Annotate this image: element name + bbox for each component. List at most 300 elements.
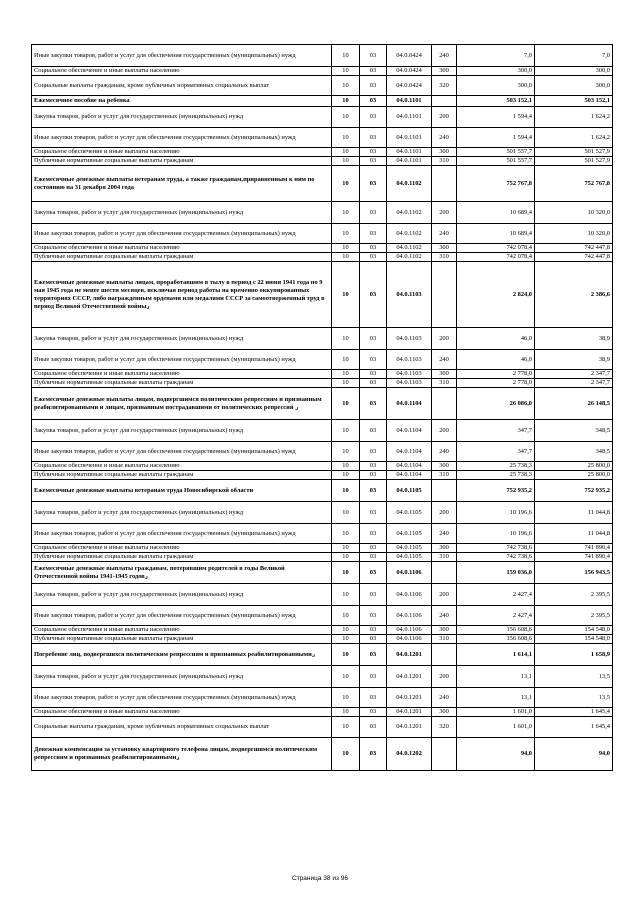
row-name: Социальное обеспечение и иные выплаты населению xyxy=(32,544,332,553)
row-sum-2019: 10 689,4 xyxy=(457,224,535,244)
table-row xyxy=(32,157,613,166)
row-razdel: 10 xyxy=(332,370,360,379)
row-vr: 310 xyxy=(432,553,457,562)
row-sum-2019: 25 738,3 xyxy=(457,462,535,471)
row-sum-2020: 13,5 xyxy=(535,688,613,708)
row-name: Социальное обеспечение и иные выплаты населению xyxy=(32,148,332,157)
row-name: Иные закупки товаров, работ и услуг для обеспечения государственных (муниципальных) нужд xyxy=(32,606,332,626)
row-sum-2019: 1 594,4 xyxy=(457,128,535,148)
row-vr: 200 xyxy=(432,107,457,128)
table-row xyxy=(32,442,613,462)
row-name: Денежная компенсация за установку квартирного телефона лицам, подвергшимся политическим репрессиям и признанных реабилитированными⌟ xyxy=(32,738,332,771)
row-vr: 200 xyxy=(432,502,457,524)
row-name: Публичные нормативные социальные выплаты гражданам xyxy=(32,471,332,480)
row-sum-2019: 300,0 xyxy=(457,76,535,96)
row-vr xyxy=(432,166,457,202)
row-razdel: 10 xyxy=(332,708,360,717)
row-name: Ежемесячные денежные выплаты ветеранам труда, а также гражданам,приравненным к ним по состоянию на 31 декабря 2004 года xyxy=(32,166,332,202)
table-row xyxy=(32,626,613,635)
row-sum-2020: 2 395,5 xyxy=(535,606,613,626)
row-sum-2019: 1 614,1 xyxy=(457,644,535,666)
row-name: Ежемесячные денежные выплаты гражданам, потерявшим родителей в годы Великой Отечественной войны 1941-1945 годов⌟ xyxy=(32,562,332,584)
row-sum-2020: 2 347,7 xyxy=(535,379,613,388)
row-podrazdel: 03 xyxy=(360,553,387,562)
row-csr: 04.0.1104 xyxy=(387,388,432,420)
row-sum-2020: 752 767,8 xyxy=(535,166,613,202)
row-csr: 04.0.1201 xyxy=(387,644,432,666)
row-csr: 04.0.1102 xyxy=(387,202,432,224)
row-razdel: 10 xyxy=(332,202,360,224)
row-sum-2020: 10 320,0 xyxy=(535,202,613,224)
table-row xyxy=(32,244,613,253)
row-razdel: 10 xyxy=(332,67,360,76)
table-row-section xyxy=(32,738,613,771)
row-csr: 04.0.1104 xyxy=(387,462,432,471)
row-podrazdel: 03 xyxy=(360,635,387,644)
row-sum-2019: 742 078,4 xyxy=(457,244,535,253)
row-razdel: 10 xyxy=(332,462,360,471)
table-row xyxy=(32,67,613,76)
row-csr: 04.0.1106 xyxy=(387,562,432,584)
row-sum-2019: 10 196,6 xyxy=(457,502,535,524)
table-row xyxy=(32,350,613,370)
row-razdel: 10 xyxy=(332,606,360,626)
row-podrazdel: 03 xyxy=(360,480,387,502)
row-sum-2019: 13,1 xyxy=(457,666,535,688)
row-csr: 04.0.1201 xyxy=(387,708,432,717)
row-name: Погребение лиц, подвергшихся политическим репрессиям и признанных реабилитированными⌟ xyxy=(32,644,332,666)
row-sum-2019: 2 824,0 xyxy=(457,262,535,328)
row-podrazdel: 03 xyxy=(360,626,387,635)
row-csr: 04.0.1102 xyxy=(387,224,432,244)
row-podrazdel: 03 xyxy=(360,224,387,244)
row-sum-2019: 46,0 xyxy=(457,328,535,350)
row-sum-2020: 154 548,0 xyxy=(535,635,613,644)
row-sum-2020: 741 890,4 xyxy=(535,553,613,562)
table-row xyxy=(32,76,613,96)
row-podrazdel: 03 xyxy=(360,157,387,166)
table-row-section xyxy=(32,562,613,584)
table-row xyxy=(32,666,613,688)
row-podrazdel: 03 xyxy=(360,717,387,738)
row-csr: 04.0.1105 xyxy=(387,553,432,562)
row-name: Закупка товаров, работ и услуг для государственных (муниципальных) нужд xyxy=(32,107,332,128)
row-razdel: 10 xyxy=(332,717,360,738)
row-name: Социальное обеспечение и иные выплаты населению xyxy=(32,67,332,76)
row-razdel: 10 xyxy=(332,76,360,96)
row-vr: 310 xyxy=(432,635,457,644)
row-csr: 04.0.1102 xyxy=(387,253,432,262)
row-vr: 300 xyxy=(432,148,457,157)
row-name: Иные закупки товаров, работ и услуг для обеспечения государственных (муниципальных) нужд xyxy=(32,224,332,244)
row-sum-2020: 10 320,0 xyxy=(535,224,613,244)
row-sum-2019: 156 608,6 xyxy=(457,626,535,635)
table-row xyxy=(32,370,613,379)
row-vr: 300 xyxy=(432,462,457,471)
row-sum-2020: 25 800,0 xyxy=(535,471,613,480)
row-name: Социальные выплаты гражданам, кроме публичных нормативных социальных выплат xyxy=(32,717,332,738)
row-sum-2019: 2 427,4 xyxy=(457,584,535,606)
row-razdel: 10 xyxy=(332,262,360,328)
row-sum-2019: 2 778,0 xyxy=(457,379,535,388)
row-sum-2019: 10 689,4 xyxy=(457,202,535,224)
row-sum-2020: 742 447,8 xyxy=(535,253,613,262)
row-name: Иные закупки товаров, работ и услуг для обеспечения государственных (муниципальных) нужд xyxy=(32,688,332,708)
row-vr xyxy=(432,388,457,420)
row-sum-2020: 742 447,8 xyxy=(535,244,613,253)
row-sum-2019: 742 738,6 xyxy=(457,544,535,553)
row-csr: 04.0.1103 xyxy=(387,328,432,350)
table-row xyxy=(32,128,613,148)
row-csr: 04.0.1104 xyxy=(387,420,432,442)
table-row-section xyxy=(32,166,613,202)
row-sum-2020: 13,5 xyxy=(535,666,613,688)
row-csr: 04.0.0424 xyxy=(387,76,432,96)
row-csr: 04.0.1105 xyxy=(387,524,432,544)
row-sum-2020: 348,5 xyxy=(535,420,613,442)
row-podrazdel: 03 xyxy=(360,96,387,107)
row-podrazdel: 03 xyxy=(360,471,387,480)
row-podrazdel: 03 xyxy=(360,666,387,688)
row-razdel: 10 xyxy=(332,635,360,644)
row-csr: 04.0.1105 xyxy=(387,480,432,502)
row-razdel: 10 xyxy=(332,502,360,524)
row-csr: 04.0.1105 xyxy=(387,502,432,524)
row-sum-2020: 38,9 xyxy=(535,350,613,370)
row-sum-2020: 348,5 xyxy=(535,442,613,462)
row-razdel: 10 xyxy=(332,524,360,544)
row-sum-2019: 46,0 xyxy=(457,350,535,370)
row-sum-2020: 154 548,0 xyxy=(535,626,613,635)
row-vr: 200 xyxy=(432,666,457,688)
row-razdel: 10 xyxy=(332,224,360,244)
row-sum-2020: 25 800,0 xyxy=(535,462,613,471)
table-row xyxy=(32,420,613,442)
row-name: Социальное обеспечение и иные выплаты населению xyxy=(32,370,332,379)
row-name: Социальное обеспечение и иные выплаты населению xyxy=(32,626,332,635)
row-name: Закупка товаров, работ и услуг для государственных (муниципальных) нужд xyxy=(32,202,332,224)
row-podrazdel: 03 xyxy=(360,388,387,420)
row-csr: 04.0.1101 xyxy=(387,96,432,107)
table-row xyxy=(32,462,613,471)
row-razdel: 10 xyxy=(332,96,360,107)
row-razdel: 10 xyxy=(332,442,360,462)
row-sum-2020: 156 943,5 xyxy=(535,562,613,584)
table-row xyxy=(32,224,613,244)
row-vr xyxy=(432,96,457,107)
row-razdel: 10 xyxy=(332,688,360,708)
row-name: Закупка товаров, работ и услуг для государственных (муниципальных) нужд xyxy=(32,420,332,442)
row-sum-2019: 2 427,4 xyxy=(457,606,535,626)
row-sum-2020: 1 658,9 xyxy=(535,644,613,666)
row-podrazdel: 03 xyxy=(360,45,387,67)
row-sum-2019: 347,7 xyxy=(457,442,535,462)
row-razdel: 10 xyxy=(332,666,360,688)
row-name: Ежемесячные денежные выплаты лицам, проработавшим в тылу в период с 22 июня 1941 года по 9 мая 1945 года не менее шести месяцев, исключая период работы на временно оккупированных территориях СССР, либо награжденным орденами или медалями СССР за самоотверженный труд в период Великой Отечественной войны⌟ xyxy=(32,262,332,328)
row-sum-2019: 1 601,0 xyxy=(457,717,535,738)
table-row xyxy=(32,717,613,738)
row-podrazdel: 03 xyxy=(360,107,387,128)
row-name: Социальное обеспечение и иные выплаты населению xyxy=(32,708,332,717)
row-razdel: 10 xyxy=(332,148,360,157)
row-razdel: 10 xyxy=(332,328,360,350)
row-sum-2020: 503 152,1 xyxy=(535,96,613,107)
row-razdel: 10 xyxy=(332,45,360,67)
row-sum-2020: 94,0 xyxy=(535,738,613,771)
row-vr: 240 xyxy=(432,45,457,67)
row-sum-2020: 1 624,2 xyxy=(535,107,613,128)
row-vr: 240 xyxy=(432,524,457,544)
row-name: Закупка товаров, работ и услуг для государственных (муниципальных) нужд xyxy=(32,666,332,688)
row-podrazdel: 03 xyxy=(360,606,387,626)
row-csr: 04.0.1101 xyxy=(387,107,432,128)
row-csr: 04.0.1201 xyxy=(387,688,432,708)
row-vr: 200 xyxy=(432,202,457,224)
row-podrazdel: 03 xyxy=(360,166,387,202)
row-vr: 200 xyxy=(432,584,457,606)
row-sum-2020: 7,0 xyxy=(535,45,613,67)
table-row xyxy=(32,379,613,388)
row-sum-2020: 300,0 xyxy=(535,67,613,76)
row-razdel: 10 xyxy=(332,553,360,562)
row-sum-2019: 742 738,6 xyxy=(457,553,535,562)
row-razdel: 10 xyxy=(332,471,360,480)
table-row xyxy=(32,471,613,480)
row-csr: 04.0.1104 xyxy=(387,442,432,462)
row-name: Закупка товаров, работ и услуг для государственных (муниципальных) нужд xyxy=(32,502,332,524)
table-body xyxy=(32,45,613,771)
row-vr xyxy=(432,480,457,502)
row-name: Закупка товаров, работ и услуг для государственных (муниципальных) нужд xyxy=(32,328,332,350)
page-number: Страница 38 из 96 xyxy=(292,875,348,882)
row-vr: 300 xyxy=(432,370,457,379)
row-razdel: 10 xyxy=(332,544,360,553)
row-podrazdel: 03 xyxy=(360,584,387,606)
row-sum-2020: 752 935,2 xyxy=(535,480,613,502)
row-vr: 320 xyxy=(432,76,457,96)
row-sum-2020: 2 395,5 xyxy=(535,584,613,606)
row-podrazdel: 03 xyxy=(360,370,387,379)
row-sum-2019: 347,7 xyxy=(457,420,535,442)
row-csr: 04.0.1103 xyxy=(387,370,432,379)
table-row xyxy=(32,502,613,524)
row-razdel: 10 xyxy=(332,157,360,166)
table-row xyxy=(32,328,613,350)
row-podrazdel: 03 xyxy=(360,76,387,96)
row-sum-2019: 13,1 xyxy=(457,688,535,708)
row-razdel: 10 xyxy=(332,107,360,128)
row-podrazdel: 03 xyxy=(360,420,387,442)
row-sum-2019: 501 557,7 xyxy=(457,157,535,166)
row-podrazdel: 03 xyxy=(360,524,387,544)
row-podrazdel: 03 xyxy=(360,738,387,771)
row-name: Иные закупки товаров, работ и услуг для обеспечения государственных (муниципальных) нужд xyxy=(32,442,332,462)
row-sum-2019: 94,0 xyxy=(457,738,535,771)
table-row xyxy=(32,107,613,128)
row-name: Закупка товаров, работ и услуг для государственных (муниципальных) нужд xyxy=(32,584,332,606)
row-csr: 04.0.1102 xyxy=(387,244,432,253)
row-csr: 04.0.1104 xyxy=(387,471,432,480)
row-csr: 04.0.1105 xyxy=(387,544,432,553)
row-name: Публичные нормативные социальные выплаты гражданам xyxy=(32,157,332,166)
table-row-section xyxy=(32,96,613,107)
row-sum-2020: 2 347,7 xyxy=(535,370,613,379)
row-sum-2019: 752 767,8 xyxy=(457,166,535,202)
row-razdel: 10 xyxy=(332,350,360,370)
row-name: Публичные нормативные социальные выплаты гражданам xyxy=(32,553,332,562)
row-sum-2020: 26 148,5 xyxy=(535,388,613,420)
table-row xyxy=(32,635,613,644)
row-podrazdel: 03 xyxy=(360,688,387,708)
row-vr xyxy=(432,262,457,328)
row-name: Социальные выплаты гражданам, кроме публичных нормативных социальных выплат xyxy=(32,76,332,96)
row-name: Социальное обеспечение и иные выплаты населению xyxy=(32,462,332,471)
row-razdel: 10 xyxy=(332,738,360,771)
row-csr: 04.0.1201 xyxy=(387,717,432,738)
row-razdel: 10 xyxy=(332,584,360,606)
row-sum-2020: 11 044,8 xyxy=(535,502,613,524)
row-csr: 04.0.1101 xyxy=(387,128,432,148)
row-sum-2019: 156 608,6 xyxy=(457,635,535,644)
row-razdel: 10 xyxy=(332,244,360,253)
row-razdel: 10 xyxy=(332,420,360,442)
row-sum-2019: 2 778,0 xyxy=(457,370,535,379)
row-name: Иные закупки товаров, работ и услуг для обеспечения государственных (муниципальных) нужд xyxy=(32,128,332,148)
row-name: Иные закупки товаров, работ и услуг для обеспечения государственных (муниципальных) нужд xyxy=(32,45,332,67)
row-sum-2020: 501 527,9 xyxy=(535,157,613,166)
row-vr xyxy=(432,644,457,666)
row-sum-2020: 11 044,8 xyxy=(535,524,613,544)
row-podrazdel: 03 xyxy=(360,253,387,262)
row-csr: 04.0.0424 xyxy=(387,45,432,67)
row-vr: 200 xyxy=(432,328,457,350)
row-sum-2019: 300,0 xyxy=(457,67,535,76)
table-row xyxy=(32,202,613,224)
row-vr: 240 xyxy=(432,688,457,708)
table-row xyxy=(32,606,613,626)
row-csr: 04.0.1101 xyxy=(387,148,432,157)
row-sum-2019: 10 196,6 xyxy=(457,524,535,544)
row-csr: 04.0.1106 xyxy=(387,635,432,644)
table-row xyxy=(32,45,613,67)
row-name: Иные закупки товаров, работ и услуг для обеспечения государственных (муниципальных) нужд xyxy=(32,524,332,544)
row-podrazdel: 03 xyxy=(360,379,387,388)
row-vr xyxy=(432,562,457,584)
row-vr: 310 xyxy=(432,157,457,166)
table-row-section xyxy=(32,262,613,328)
row-sum-2019: 742 078,4 xyxy=(457,253,535,262)
row-vr: 240 xyxy=(432,442,457,462)
table-row xyxy=(32,584,613,606)
row-podrazdel: 03 xyxy=(360,148,387,157)
row-razdel: 10 xyxy=(332,253,360,262)
row-vr: 310 xyxy=(432,253,457,262)
row-vr: 300 xyxy=(432,67,457,76)
row-podrazdel: 03 xyxy=(360,502,387,524)
row-sum-2019: 159 036,0 xyxy=(457,562,535,584)
row-sum-2019: 7,0 xyxy=(457,45,535,67)
row-razdel: 10 xyxy=(332,626,360,635)
row-sum-2019: 1 594,4 xyxy=(457,107,535,128)
budget-table xyxy=(31,44,613,771)
row-name: Публичные нормативные социальные выплаты гражданам xyxy=(32,379,332,388)
row-name: Ежемесячное пособие на ребенка xyxy=(32,96,332,107)
row-razdel: 10 xyxy=(332,562,360,584)
row-vr: 310 xyxy=(432,379,457,388)
row-vr: 300 xyxy=(432,708,457,717)
table-row xyxy=(32,688,613,708)
row-sum-2019: 501 557,7 xyxy=(457,148,535,157)
row-podrazdel: 03 xyxy=(360,328,387,350)
row-csr: 04.0.1101 xyxy=(387,157,432,166)
row-podrazdel: 03 xyxy=(360,708,387,717)
row-csr: 04.0.1106 xyxy=(387,626,432,635)
row-vr xyxy=(432,738,457,771)
row-name: Социальное обеспечение и иные выплаты населению xyxy=(32,244,332,253)
row-vr: 240 xyxy=(432,350,457,370)
row-csr: 04.0.1106 xyxy=(387,584,432,606)
row-csr: 04.0.0424 xyxy=(387,67,432,76)
table-row xyxy=(32,553,613,562)
row-vr: 320 xyxy=(432,717,457,738)
table-row xyxy=(32,708,613,717)
row-csr: 04.0.1201 xyxy=(387,666,432,688)
row-sum-2019: 1 601,0 xyxy=(457,708,535,717)
row-name: Публичные нормативные социальные выплаты гражданам xyxy=(32,635,332,644)
table-row-section xyxy=(32,480,613,502)
row-sum-2020: 300,0 xyxy=(535,76,613,96)
row-vr: 300 xyxy=(432,626,457,635)
row-podrazdel: 03 xyxy=(360,462,387,471)
row-razdel: 10 xyxy=(332,379,360,388)
row-razdel: 10 xyxy=(332,644,360,666)
row-vr: 300 xyxy=(432,544,457,553)
row-sum-2020: 1 624,2 xyxy=(535,128,613,148)
row-csr: 04.0.1106 xyxy=(387,606,432,626)
row-name: Ежемесячные денежные выплаты лицам, подвергшимся политическим репрессиям и признанным реабилитированными и лицам, признанным пострадавшими от политических репрессий ⌟ xyxy=(32,388,332,420)
row-name: Публичные нормативные социальные выплаты гражданам xyxy=(32,253,332,262)
table-row xyxy=(32,148,613,157)
row-name: Ежемесячные денежные выплаты ветеранам труда Новосибирской области xyxy=(32,480,332,502)
row-sum-2019: 752 935,2 xyxy=(457,480,535,502)
row-sum-2020: 1 645,4 xyxy=(535,708,613,717)
row-podrazdel: 03 xyxy=(360,67,387,76)
row-vr: 200 xyxy=(432,420,457,442)
table-row-section xyxy=(32,644,613,666)
row-podrazdel: 03 xyxy=(360,128,387,148)
row-vr: 240 xyxy=(432,606,457,626)
row-vr: 240 xyxy=(432,224,457,244)
row-csr: 04.0.1102 xyxy=(387,166,432,202)
table-row xyxy=(32,253,613,262)
row-podrazdel: 03 xyxy=(360,202,387,224)
row-sum-2020: 1 645,4 xyxy=(535,717,613,738)
row-razdel: 10 xyxy=(332,166,360,202)
row-csr: 04.0.1103 xyxy=(387,379,432,388)
table-row-section xyxy=(32,388,613,420)
row-csr: 04.0.1202 xyxy=(387,738,432,771)
row-razdel: 10 xyxy=(332,128,360,148)
row-podrazdel: 03 xyxy=(360,562,387,584)
row-csr: 04.0.1103 xyxy=(387,350,432,370)
row-name: Иные закупки товаров, работ и услуг для обеспечения государственных (муниципальных) нужд xyxy=(32,350,332,370)
row-razdel: 10 xyxy=(332,388,360,420)
row-podrazdel: 03 xyxy=(360,262,387,328)
row-sum-2020: 741 890,4 xyxy=(535,544,613,553)
row-sum-2019: 503 152,1 xyxy=(457,96,535,107)
row-podrazdel: 03 xyxy=(360,442,387,462)
row-vr: 240 xyxy=(432,128,457,148)
